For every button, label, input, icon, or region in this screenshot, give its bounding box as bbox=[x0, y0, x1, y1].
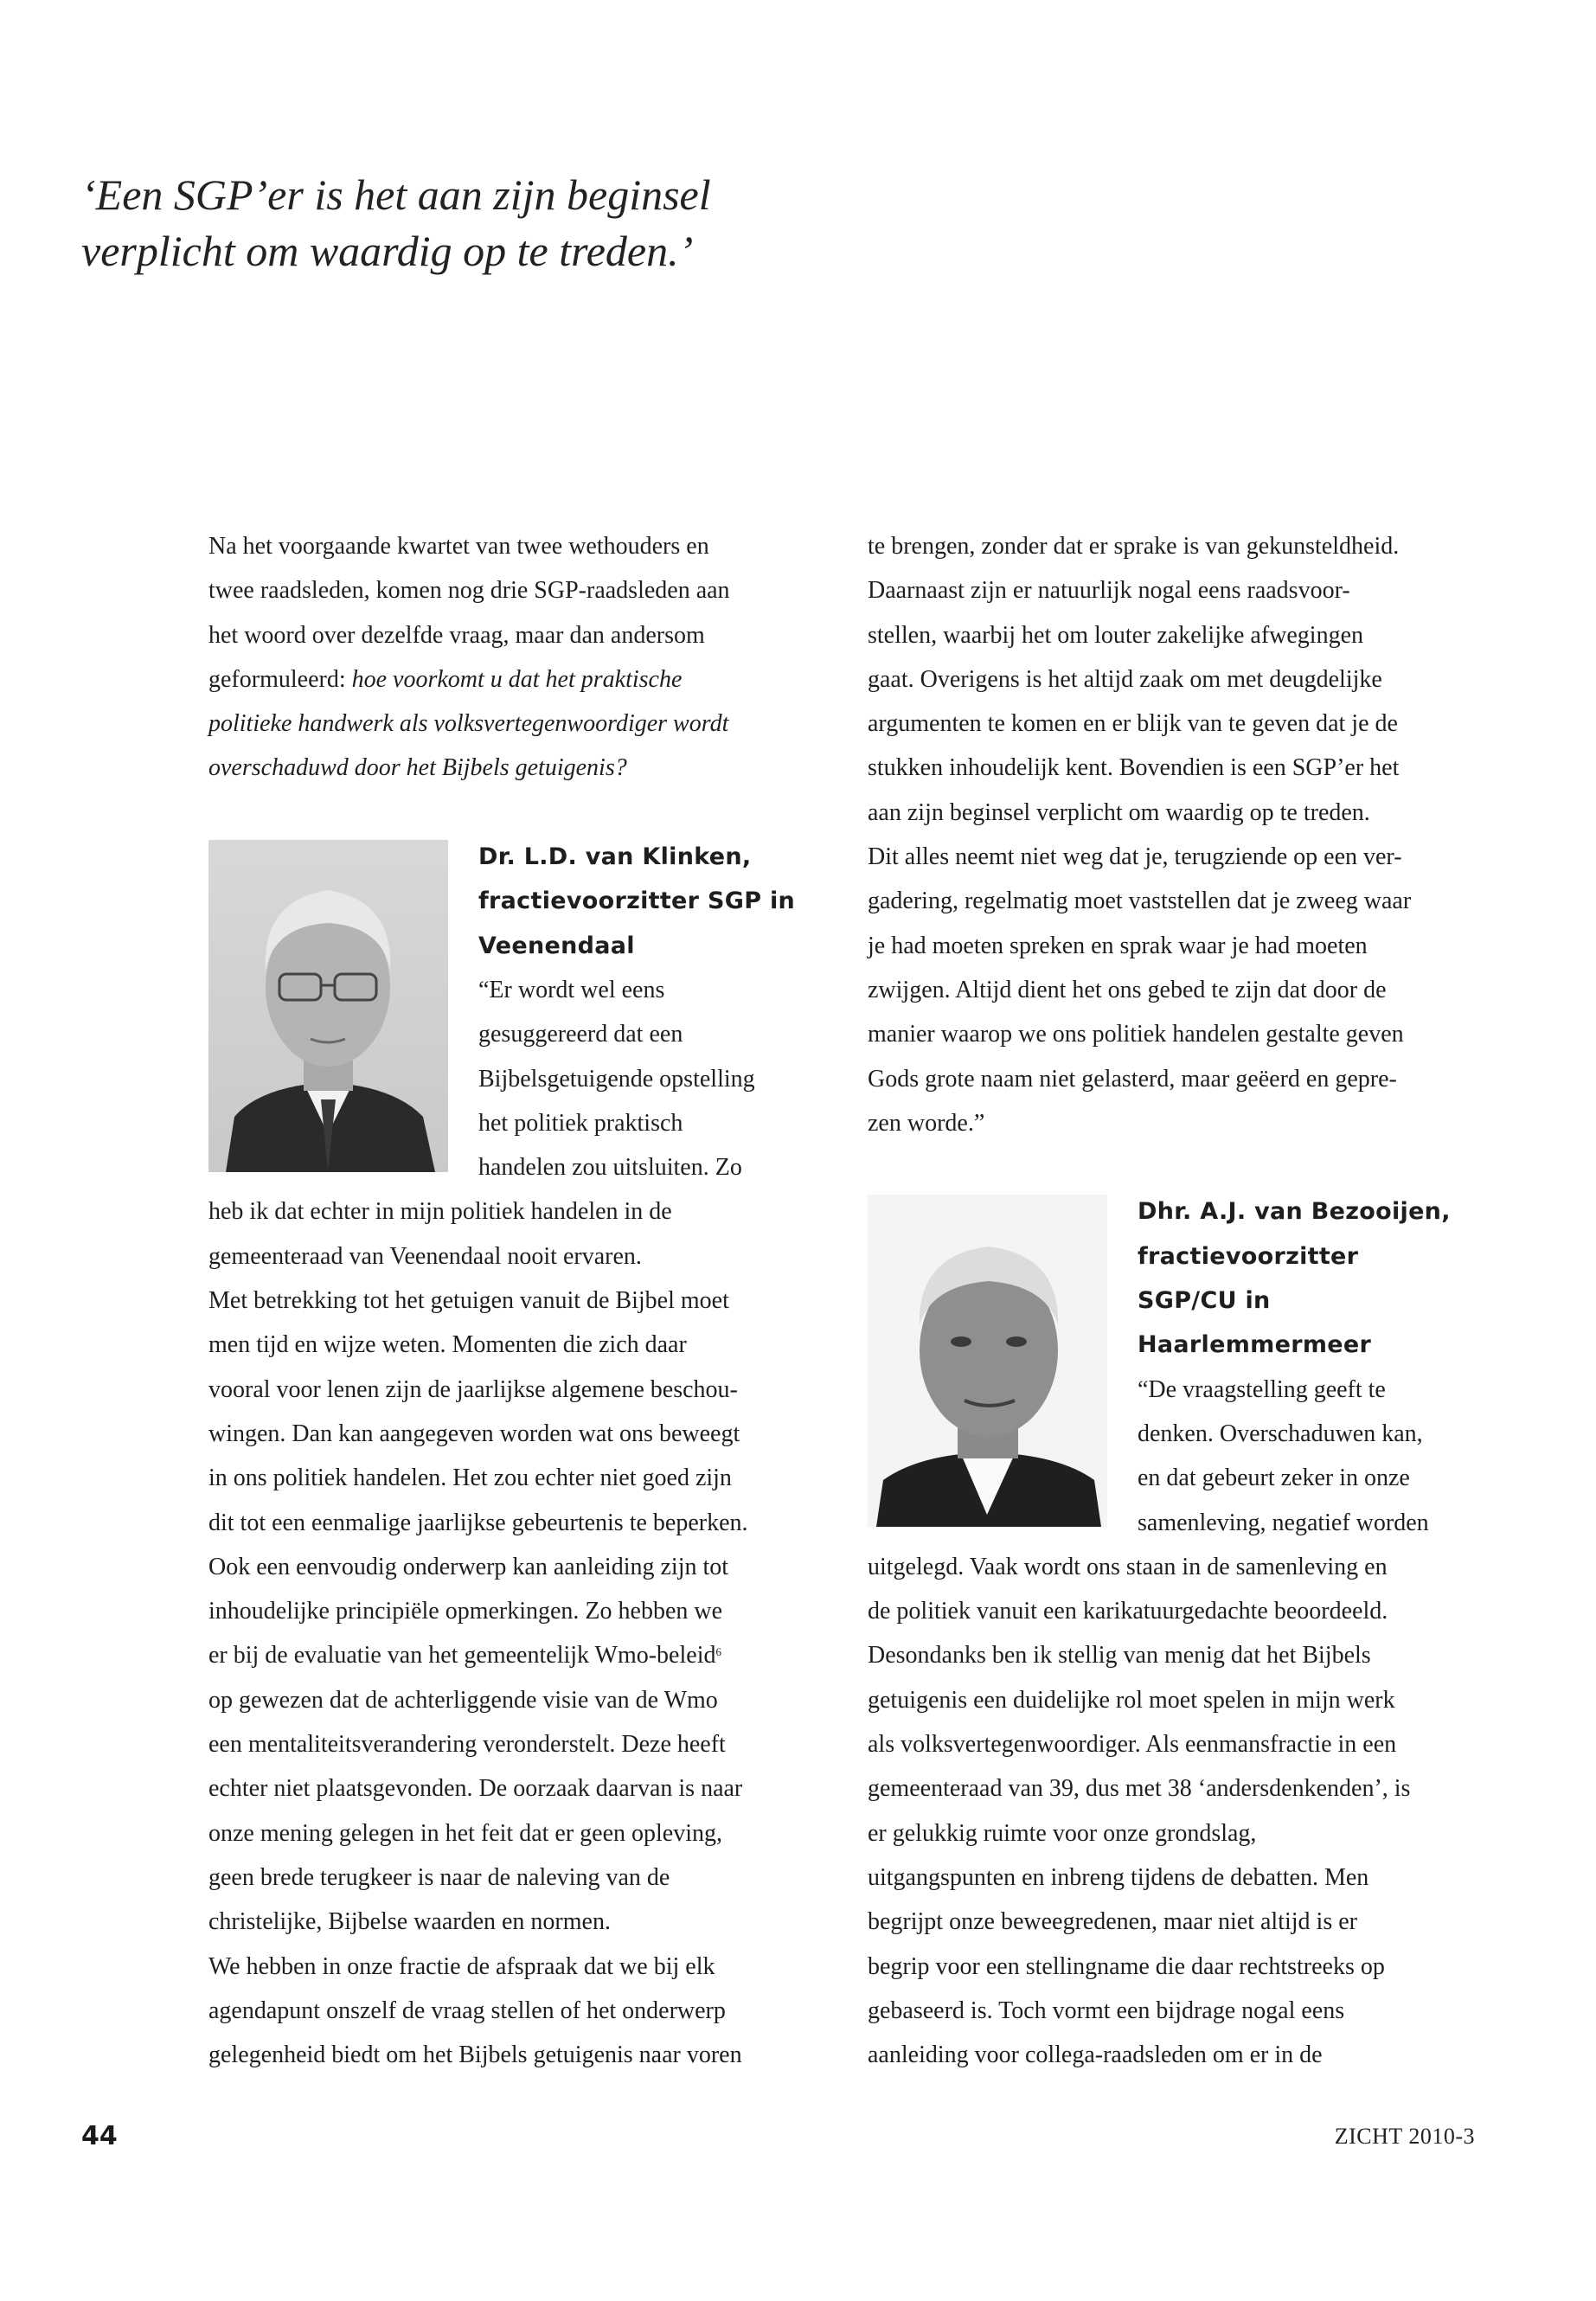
text-line: We hebben in onze fractie de afspraak dat we bij elk bbox=[208, 1952, 715, 1980]
text-line: en dat gebeurt zeker in onze bbox=[1138, 1465, 1410, 1492]
text-line: in ons politiek handelen. Het zou echter niet goed zijn bbox=[208, 1465, 732, 1492]
author-role: fractievoorzitter SGP in bbox=[478, 888, 796, 915]
text-line: stellen, waarbij het om louter zakelijke afwegingen bbox=[868, 621, 1364, 649]
text-line: het woord over dezelfde vraag, maar dan andersom bbox=[208, 621, 705, 649]
portrait-photo bbox=[868, 1195, 1107, 1527]
text-line: gesuggereerd dat een bbox=[478, 1021, 683, 1048]
text-line: je had moeten spreken en sprak waar je had moeten bbox=[868, 932, 1368, 959]
intro-question: overschaduwd door het Bijbels getuigenis? bbox=[208, 754, 627, 782]
text-line: aan zijn beginsel verplicht om waardig op te treden. bbox=[868, 798, 1370, 826]
text-line: begrip voor een stellingname die daar rechtstreeks op bbox=[868, 1952, 1385, 1980]
text-line: de politiek vanuit een karikatuurgedachte beoordeeld. bbox=[868, 1598, 1388, 1625]
intro-lead: geformuleerd: bbox=[208, 665, 352, 693]
intro-question: politieke handwerk als volksvertegenwoordiger wordt bbox=[208, 710, 729, 738]
pull-quote-line: verplicht om waardig op te treden.’ bbox=[81, 227, 694, 275]
text-line: onze mening gelegen in het feit dat er geen opleving, bbox=[208, 1819, 723, 1847]
text-line: argumenten te komen en er blijk van te geven dat je de bbox=[868, 710, 1398, 738]
intro-question: hoe voorkomt u dat het praktische bbox=[351, 665, 683, 693]
portrait-photo bbox=[208, 840, 448, 1172]
text-line: samenleving, negatief worden bbox=[1138, 1509, 1429, 1536]
text-line: christelijke, Bijbelse waarden en normen. bbox=[208, 1908, 611, 1936]
text-line: aanleiding voor collega-raadsleden om er in de bbox=[868, 2041, 1323, 2069]
text-line: als volksvertegenwoordiger. Als eenmansfractie in een bbox=[868, 1731, 1397, 1759]
text-line: wingen. Dan kan aangegeven worden wat ons beweegt bbox=[208, 1420, 740, 1447]
text-line: begrijpt onze beweegredenen, maar niet altijd is er bbox=[868, 1908, 1357, 1936]
text-line: handelen zou uitsluiten. Zo bbox=[478, 1154, 742, 1182]
text-line: Gods grote naam niet gelasterd, maar geëerd en gepre- bbox=[868, 1065, 1397, 1093]
text-line bbox=[208, 657, 805, 702]
text-line: Na het voorgaande kwartet van twee wethouders en bbox=[208, 533, 709, 560]
text-line: gaat. Overigens is het altijd zaak om met deugdelijke bbox=[868, 665, 1382, 693]
author-location: Veenendaal bbox=[478, 932, 635, 959]
text-line: heb ik dat echter in mijn politiek handelen in de bbox=[208, 1198, 672, 1226]
text-line: gemeenteraad van 39, dus met 38 ‘andersdenkenden’, is bbox=[868, 1775, 1411, 1803]
text-line: op gewezen dat de achterliggende visie van de Wmo bbox=[208, 1686, 718, 1714]
text-line: het politiek praktisch bbox=[478, 1109, 683, 1137]
text-line: inhoudelijke principiële opmerkingen. Zo hebben we bbox=[208, 1598, 723, 1625]
text-line: gelegenheid biedt om het Bijbels getuigenis naar voren bbox=[208, 2041, 742, 2069]
text-line: uitgelegd. Vaak wordt ons staan in de samenleving en bbox=[868, 1553, 1388, 1580]
text-line: gebaseerd is. Toch vormt een bijdrage nogal eens bbox=[868, 1997, 1345, 2024]
text-line: Bijbelsgetuigende opstelling bbox=[478, 1065, 755, 1093]
text-fragment: er bij de evaluatie van het gemeentelijk Wmo-beleid bbox=[208, 1642, 716, 1670]
text-line: Ook een eenvoudig onderwerp kan aanleiding zijn tot bbox=[208, 1553, 729, 1580]
text-line: zen worde.” bbox=[868, 1109, 985, 1137]
text-line: te brengen, zonder dat er sprake is van gekunsteldheid. bbox=[868, 533, 1400, 560]
spacer bbox=[868, 1145, 1465, 1189]
author-name: Dhr. A.J. van Bezooijen, bbox=[1138, 1198, 1451, 1226]
text-line: stukken inhoudelijk kent. Bovendien is een SGP’er het bbox=[868, 754, 1400, 782]
footnote-reference[interactable]: 6 bbox=[715, 1645, 721, 1659]
text-line: een mentaliteitsverandering veronderstelt. Deze heeft bbox=[208, 1731, 726, 1759]
text-line: manier waarop we ons politiek handelen gestalte geven bbox=[868, 1021, 1404, 1048]
author-role: fractievoorzitter bbox=[1138, 1242, 1359, 1270]
spacer bbox=[208, 791, 805, 835]
text-line: echter niet plaatsgevonden. De oorzaak daarvan is naar bbox=[208, 1775, 743, 1803]
text-line: agendapunt onszelf de vraag stellen of het onderwerp bbox=[208, 1997, 726, 2024]
text-line: er gelukkig ruimte voor onze grondslag, bbox=[868, 1819, 1257, 1847]
text-line: uitgangspunten en inbreng tijdens de debatten. Men bbox=[868, 1863, 1369, 1891]
pull-quote-line: ‘Een SGP’er is het aan zijn beginsel bbox=[81, 170, 711, 219]
author-name: Dr. L.D. van Klinken, bbox=[478, 843, 752, 871]
text-line: “Er wordt wel eens bbox=[478, 976, 665, 1003]
text-line: Desondanks ben ik stellig van menig dat het Bijbels bbox=[868, 1642, 1371, 1670]
left-column bbox=[208, 524, 805, 2077]
text-line: twee raadsleden, komen nog drie SGP-raadsleden aan bbox=[208, 577, 730, 605]
text-line: gemeenteraad van Veenendaal nooit ervaren. bbox=[208, 1242, 642, 1270]
text-line: dit tot een eenmalige jaarlijkse gebeurtenis te beperken. bbox=[208, 1509, 748, 1536]
text-line: zwijgen. Altijd dient het ons gebed te zijn dat door de bbox=[868, 976, 1387, 1003]
text-line: “De vraagstelling geeft te bbox=[1138, 1375, 1386, 1403]
text-line: gadering, regelmatig moet vaststellen dat je zweeg waar bbox=[868, 888, 1412, 915]
magazine-issue: ZICHT 2010-3 bbox=[1334, 2124, 1475, 2149]
page-number: 44 bbox=[81, 2121, 118, 2151]
text-line: vooral voor lenen zijn de jaarlijkse algemene beschou- bbox=[208, 1375, 738, 1403]
text-line: Daarnaast zijn er natuurlijk nogal eens raadsvoor- bbox=[868, 577, 1350, 605]
text-line bbox=[208, 1633, 805, 1677]
text-line: denken. Overschaduwen kan, bbox=[1138, 1420, 1423, 1447]
text-line: geen brede terugkeer is naar de naleving van de bbox=[208, 1863, 670, 1891]
author-party: SGP/CU in bbox=[1138, 1287, 1271, 1315]
text-line: getuigenis een duidelijke rol moet spelen in mijn werk bbox=[868, 1686, 1395, 1714]
author-location: Haarlemmermeer bbox=[1138, 1331, 1372, 1359]
pull-quote bbox=[81, 167, 860, 279]
text-line: Dit alles neemt niet weg dat je, terugziende op een ver- bbox=[868, 843, 1402, 871]
text-line: men tijd en wijze weten. Momenten die zich daar bbox=[208, 1331, 687, 1359]
text-line: Met betrekking tot het getuigen vanuit de Bijbel moet bbox=[208, 1287, 729, 1315]
